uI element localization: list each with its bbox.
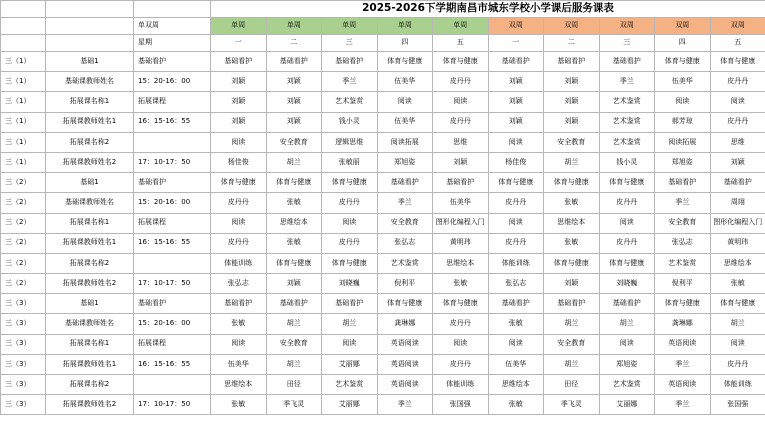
schedule-cell[interactable]: 基础看护 xyxy=(266,294,322,314)
table-row xyxy=(1,132,765,152)
week-header: 双周 xyxy=(599,18,655,35)
schedule-cell[interactable]: 张弘志 xyxy=(488,274,544,294)
schedule-cell[interactable]: 伍美华 xyxy=(377,72,433,92)
time-cell[interactable]: 15：20-16：00 xyxy=(134,193,211,213)
item-cell[interactable]: 拓展课教师姓名2 xyxy=(46,395,134,415)
schedule-cell[interactable]: 思维绘本 xyxy=(544,213,600,233)
item-cell[interactable]: 拓展课名称1 xyxy=(46,213,134,233)
schedule-cell[interactable]: 阅读 xyxy=(710,92,765,112)
schedule-cell[interactable]: 艺术鉴赏 xyxy=(322,375,378,395)
table-row xyxy=(1,92,765,112)
schedule-cell[interactable]: 季兰 xyxy=(655,395,711,415)
class-cell[interactable]: 三（1） xyxy=(1,152,46,172)
schedule-cell[interactable]: 皮丹丹 xyxy=(433,314,489,334)
schedule-cell[interactable]: 胡兰 xyxy=(544,314,600,334)
schedule-cell[interactable]: 思维绘本 xyxy=(433,253,489,273)
day-label: 星期 xyxy=(134,35,211,52)
schedule-cell[interactable]: 艾丽娜 xyxy=(322,395,378,415)
corner-cell[interactable] xyxy=(134,1,211,18)
class-cell[interactable]: 三（2） xyxy=(1,253,46,273)
schedule-cell[interactable]: 思维绘本 xyxy=(710,253,765,273)
schedule-cell[interactable]: 皮丹丹 xyxy=(710,112,765,132)
schedule-cell[interactable]: 艺术鉴赏 xyxy=(655,253,711,273)
class-cell[interactable]: 三（1） xyxy=(1,92,46,112)
schedule-cell[interactable]: 刘颖 xyxy=(211,72,267,92)
week-header: 单周 xyxy=(211,18,267,35)
schedule-cell[interactable]: 英语阅读 xyxy=(655,375,711,395)
schedule-cell[interactable]: 季兰 xyxy=(655,354,711,374)
table-row xyxy=(1,253,765,273)
schedule-cell[interactable]: 倪利平 xyxy=(377,274,433,294)
schedule-cell[interactable]: 体育与健康 xyxy=(599,173,655,193)
schedule-cell[interactable]: 基础看护 xyxy=(544,294,600,314)
table-row xyxy=(1,72,765,92)
class-cell[interactable]: 三（3） xyxy=(1,375,46,395)
schedule-cell[interactable]: 安全教育 xyxy=(266,132,322,152)
schedule-cell[interactable]: 张敏 xyxy=(488,314,544,334)
schedule-cell[interactable]: 刘颖 xyxy=(211,112,267,132)
schedule-cell[interactable]: 季兰 xyxy=(377,193,433,213)
schedule-cell[interactable]: 龚琳娜 xyxy=(377,314,433,334)
table-row xyxy=(1,334,765,354)
schedule-cell[interactable]: 艾丽娜 xyxy=(599,395,655,415)
page-title: 2025-2026下学期南昌市城东学校小学课后服务课表 xyxy=(211,1,765,18)
schedule-cell[interactable]: 刘颖 xyxy=(266,72,322,92)
item-cell[interactable]: 拓展课教师姓名1 xyxy=(46,233,134,253)
corner-cell[interactable] xyxy=(46,1,134,18)
schedule-cell[interactable]: 周翊 xyxy=(710,193,765,213)
schedule-cell[interactable]: 张敏 xyxy=(211,314,267,334)
table-row xyxy=(1,173,765,193)
time-cell[interactable] xyxy=(134,253,211,273)
schedule-cell[interactable]: 阅读 xyxy=(211,132,267,152)
day-header: 二 xyxy=(266,35,322,52)
day-header: 四 xyxy=(655,35,711,52)
class-cell[interactable]: 三（1） xyxy=(1,52,46,72)
schedule-cell[interactable]: 基础看护 xyxy=(488,52,544,72)
schedule-cell[interactable]: 体育与健康 xyxy=(599,253,655,273)
schedule-cell[interactable]: 皮丹丹 xyxy=(433,354,489,374)
schedule-cell[interactable]: 体育与健康 xyxy=(377,294,433,314)
schedule-cell[interactable]: 刘颖 xyxy=(433,152,489,172)
schedule-cell[interactable]: 阅读 xyxy=(710,334,765,354)
schedule-cell[interactable]: 季兰 xyxy=(655,193,711,213)
table-row xyxy=(1,294,765,314)
schedule-cell[interactable]: 安全教育 xyxy=(377,213,433,233)
schedule-cell[interactable]: 阅读 xyxy=(488,334,544,354)
schedule-cell[interactable]: 刘颖 xyxy=(544,92,600,112)
item-cell[interactable]: 基础课教师姓名 xyxy=(46,193,134,213)
schedule-cell[interactable]: 胡兰 xyxy=(266,314,322,334)
schedule-cell[interactable]: 皮丹丹 xyxy=(710,354,765,374)
time-cell[interactable]: 16：15-16：55 xyxy=(134,354,211,374)
schedule-cell[interactable]: 图形化编程入门 xyxy=(710,213,765,233)
week-header: 单周 xyxy=(433,18,489,35)
schedule-cell[interactable]: 季兰 xyxy=(322,72,378,92)
schedule-cell[interactable]: 季飞灵 xyxy=(266,395,322,415)
item-cell[interactable]: 拓展课教师姓名1 xyxy=(46,112,134,132)
schedule-cell[interactable]: 思维绘本 xyxy=(211,375,267,395)
schedule-cell[interactable]: 伍美华 xyxy=(488,354,544,374)
schedule-cell[interactable]: 艺术鉴赏 xyxy=(377,253,433,273)
header-cell[interactable] xyxy=(1,35,46,52)
schedule-cell[interactable]: 体育与健康 xyxy=(655,52,711,72)
schedule-cell[interactable]: 刘颖 xyxy=(544,274,600,294)
schedule-cell[interactable]: 伍美华 xyxy=(433,193,489,213)
time-cell[interactable] xyxy=(134,132,211,152)
item-cell[interactable]: 基础1 xyxy=(46,173,134,193)
schedule-cell[interactable]: 张敏 xyxy=(710,274,765,294)
schedule-cell[interactable]: 基础看护 xyxy=(599,294,655,314)
schedule-cell[interactable]: 胡兰 xyxy=(599,314,655,334)
time-cell[interactable]: 16：15-16：55 xyxy=(134,233,211,253)
schedule-cell[interactable]: 体育与健康 xyxy=(655,294,711,314)
schedule-cell[interactable]: 阅读拓展 xyxy=(377,132,433,152)
item-cell[interactable]: 拓展课名称1 xyxy=(46,92,134,112)
week-header: 单周 xyxy=(322,18,378,35)
schedule-cell[interactable]: 黄明玮 xyxy=(710,233,765,253)
schedule-cell[interactable]: 体能训练 xyxy=(710,375,765,395)
schedule-cell[interactable]: 基础看护 xyxy=(599,52,655,72)
class-cell[interactable]: 三（3） xyxy=(1,334,46,354)
header-cell[interactable] xyxy=(46,35,134,52)
time-cell[interactable]: 15：20-16：00 xyxy=(134,72,211,92)
schedule-cell[interactable]: 体育与健康 xyxy=(488,173,544,193)
item-cell[interactable]: 基础1 xyxy=(46,294,134,314)
day-header: 四 xyxy=(377,35,433,52)
schedule-cell[interactable]: 皮丹丹 xyxy=(488,233,544,253)
schedule-cell[interactable]: 伍美华 xyxy=(377,112,433,132)
schedule-cell[interactable]: 田径 xyxy=(266,375,322,395)
time-cell[interactable]: 17：10-17：50 xyxy=(134,152,211,172)
schedule-cell[interactable]: 季飞灵 xyxy=(544,395,600,415)
schedule-cell[interactable]: 皮丹丹 xyxy=(211,233,267,253)
week-label: 单双周 xyxy=(134,18,211,35)
time-cell[interactable]: 拓展课程 xyxy=(134,334,211,354)
schedule-cell[interactable]: 安全教育 xyxy=(544,334,600,354)
item-cell[interactable]: 基础1 xyxy=(46,52,134,72)
schedule-cell[interactable]: 田径 xyxy=(544,375,600,395)
class-cell[interactable]: 三（2） xyxy=(1,173,46,193)
class-cell[interactable]: 三（3） xyxy=(1,294,46,314)
item-cell[interactable]: 拓展课名称2 xyxy=(46,375,134,395)
schedule-cell[interactable]: 基础看护 xyxy=(211,294,267,314)
schedule-cell[interactable]: 体育与健康 xyxy=(211,173,267,193)
schedule-cell[interactable]: 阅读 xyxy=(488,132,544,152)
schedule-cell[interactable]: 基础看护 xyxy=(377,173,433,193)
schedule-cell[interactable]: 张敏 xyxy=(544,193,600,213)
week-header: 双周 xyxy=(544,18,600,35)
schedule-cell[interactable]: 安全教育 xyxy=(544,132,600,152)
schedule-cell[interactable]: 张弘志 xyxy=(211,274,267,294)
schedule-cell[interactable]: 艺术鉴赏 xyxy=(322,92,378,112)
schedule-cell[interactable]: 阅读 xyxy=(377,92,433,112)
schedule-cell[interactable]: 逻辑思维 xyxy=(322,132,378,152)
time-cell[interactable]: 16：15-16：55 xyxy=(134,112,211,132)
schedule-cell[interactable]: 胡兰 xyxy=(266,354,322,374)
item-cell[interactable]: 拓展课教师姓名2 xyxy=(46,274,134,294)
schedule-cell[interactable]: 皮丹丹 xyxy=(433,72,489,92)
schedule-cell[interactable]: 郝芳琼 xyxy=(655,112,711,132)
class-cell[interactable]: 三（3） xyxy=(1,314,46,334)
table-row xyxy=(1,274,765,294)
schedule-cell[interactable]: 体育与健康 xyxy=(377,52,433,72)
schedule-cell[interactable]: 体育与健康 xyxy=(544,173,600,193)
schedule-cell[interactable]: 杨佳俊 xyxy=(211,152,267,172)
schedule-cell[interactable]: 刘颖 xyxy=(266,112,322,132)
schedule-cell[interactable]: 英语阅读 xyxy=(377,354,433,374)
item-cell[interactable]: 拓展课教师姓名2 xyxy=(46,152,134,172)
schedule-cell[interactable]: 体育与健康 xyxy=(544,253,600,273)
schedule-cell[interactable]: 张敏 xyxy=(433,274,489,294)
schedule-cell[interactable]: 黄明玮 xyxy=(433,233,489,253)
time-cell[interactable]: 拓展课程 xyxy=(134,92,211,112)
schedule-cell[interactable]: 基础看护 xyxy=(544,52,600,72)
schedule-cell[interactable]: 张敏 xyxy=(488,395,544,415)
schedule-cell[interactable]: 阅读 xyxy=(655,92,711,112)
schedule-cell[interactable]: 阅读拓展 xyxy=(655,132,711,152)
schedule-cell[interactable]: 体育与健康 xyxy=(266,253,322,273)
item-cell[interactable]: 基础课教师姓名 xyxy=(46,72,134,92)
schedule-cell[interactable]: 刘颖 xyxy=(488,72,544,92)
table-row xyxy=(1,354,765,374)
schedule-cell[interactable]: 基础看护 xyxy=(266,52,322,72)
class-cell[interactable]: 三（2） xyxy=(1,213,46,233)
day-header: 三 xyxy=(322,35,378,52)
schedule-cell[interactable]: 钱小灵 xyxy=(599,152,655,172)
schedule-cell[interactable]: 伍美华 xyxy=(655,72,711,92)
schedule-cell[interactable]: 思维绘本 xyxy=(266,213,322,233)
schedule-cell[interactable]: 皮丹丹 xyxy=(488,193,544,213)
schedule-cell[interactable]: 伍美华 xyxy=(211,354,267,374)
schedule-cell[interactable]: 艺术鉴赏 xyxy=(599,375,655,395)
schedule-cell[interactable]: 刘颖 xyxy=(211,92,267,112)
schedule-cell[interactable]: 体育与健康 xyxy=(322,253,378,273)
schedule-cell[interactable]: 阅读 xyxy=(211,213,267,233)
schedule-cell[interactable]: 倪利平 xyxy=(655,274,711,294)
schedule-cell[interactable]: 张弘志 xyxy=(377,233,433,253)
schedule-cell[interactable]: 阅读 xyxy=(211,334,267,354)
schedule-cell[interactable]: 体育与健康 xyxy=(322,173,378,193)
table-row xyxy=(1,395,765,415)
schedule-cell[interactable]: 张敏 xyxy=(266,193,322,213)
day-header: 三 xyxy=(599,35,655,52)
schedule-cell[interactable]: 艾丽娜 xyxy=(322,354,378,374)
week-header: 双周 xyxy=(655,18,711,35)
schedule-cell[interactable]: 基础看护 xyxy=(211,52,267,72)
schedule-cell[interactable]: 郑旭姿 xyxy=(655,152,711,172)
schedule-cell[interactable]: 钱小灵 xyxy=(322,112,378,132)
schedule-cell[interactable]: 思维绘本 xyxy=(488,375,544,395)
schedule-cell[interactable]: 英语阅读 xyxy=(377,375,433,395)
schedule-cell[interactable]: 基础看护 xyxy=(488,294,544,314)
day-header: 二 xyxy=(544,35,600,52)
schedule-cell[interactable]: 张国强 xyxy=(433,395,489,415)
class-cell[interactable]: 三（3） xyxy=(1,395,46,415)
schedule-cell[interactable]: 张敏 xyxy=(266,233,322,253)
table-row xyxy=(1,314,765,334)
schedule-cell[interactable]: 皮丹丹 xyxy=(322,193,378,213)
item-cell[interactable]: 拓展课名称2 xyxy=(46,253,134,273)
item-cell[interactable]: 拓展课名称1 xyxy=(46,334,134,354)
class-cell[interactable]: 三（2） xyxy=(1,233,46,253)
schedule-cell[interactable]: 思维 xyxy=(433,132,489,152)
schedule-cell[interactable]: 英语阅读 xyxy=(377,334,433,354)
class-cell[interactable]: 三（3） xyxy=(1,354,46,374)
time-cell[interactable]: 基础看护 xyxy=(134,294,211,314)
schedule-cell[interactable]: 刘颖 xyxy=(544,112,600,132)
schedule-cell[interactable]: 安全教育 xyxy=(655,213,711,233)
schedule-cell[interactable]: 刘颖 xyxy=(544,72,600,92)
time-cell[interactable]: 基础看护 xyxy=(134,52,211,72)
schedule-cell[interactable]: 体育与健康 xyxy=(266,173,322,193)
class-cell[interactable]: 三（2） xyxy=(1,193,46,213)
schedule-cell[interactable]: 体能训练 xyxy=(211,253,267,273)
schedule-cell[interactable]: 皮丹丹 xyxy=(322,233,378,253)
schedule-cell[interactable]: 阅读 xyxy=(599,213,655,233)
schedule-cell[interactable]: 体能训练 xyxy=(433,375,489,395)
corner-cell[interactable] xyxy=(1,1,46,18)
week-header: 单周 xyxy=(377,18,433,35)
schedule-cell[interactable]: 基础看护 xyxy=(710,173,765,193)
schedule-cell[interactable]: 张敏丽 xyxy=(322,152,378,172)
schedule-cell[interactable]: 基础看护 xyxy=(655,173,711,193)
schedule-cell[interactable]: 胡兰 xyxy=(710,314,765,334)
schedule-cell[interactable]: 龚琳娜 xyxy=(655,314,711,334)
item-cell[interactable]: 拓展课名称2 xyxy=(46,132,134,152)
schedule-cell[interactable]: 胡兰 xyxy=(544,354,600,374)
table-row xyxy=(1,52,765,72)
class-cell[interactable]: 三（1） xyxy=(1,112,46,132)
schedule-cell[interactable]: 胡兰 xyxy=(322,314,378,334)
schedule-cell[interactable]: 思维 xyxy=(710,132,765,152)
schedule-cell[interactable]: 胡兰 xyxy=(266,152,322,172)
day-header: 一 xyxy=(488,35,544,52)
time-cell[interactable]: 17：10-17：50 xyxy=(134,274,211,294)
header-cell[interactable] xyxy=(46,18,134,35)
schedule-cell[interactable]: 体育与健康 xyxy=(710,52,765,72)
table-row xyxy=(1,152,765,172)
header-cell[interactable] xyxy=(1,18,46,35)
day-header: 一 xyxy=(211,35,267,52)
time-cell[interactable]: 15：20-16：00 xyxy=(134,314,211,334)
table-row xyxy=(1,375,765,395)
table-row xyxy=(1,233,765,253)
schedule-cell[interactable]: 体育与健康 xyxy=(433,52,489,72)
schedule-cell[interactable]: 刘颖 xyxy=(266,92,322,112)
schedule-cell[interactable]: 英语阅读 xyxy=(655,334,711,354)
class-cell[interactable]: 三（1） xyxy=(1,72,46,92)
schedule-cell[interactable]: 基础看护 xyxy=(433,173,489,193)
schedule-cell[interactable]: 基础看护 xyxy=(322,52,378,72)
schedule-cell[interactable]: 季兰 xyxy=(377,395,433,415)
schedule-cell[interactable]: 刘颖 xyxy=(710,152,765,172)
schedule-cell[interactable]: 刘晓巍 xyxy=(599,274,655,294)
schedule-cell[interactable]: 胡兰 xyxy=(544,152,600,172)
item-cell[interactable]: 基础课教师姓名 xyxy=(46,314,134,334)
schedule-cell[interactable]: 体能训练 xyxy=(488,253,544,273)
schedule-cell[interactable]: 阅读 xyxy=(488,213,544,233)
schedule-cell[interactable]: 郑旭姿 xyxy=(377,152,433,172)
schedule-cell[interactable]: 季兰 xyxy=(599,72,655,92)
table-row xyxy=(1,213,765,233)
schedule-cell[interactable]: 刘颖 xyxy=(488,92,544,112)
time-cell[interactable]: 基础看护 xyxy=(134,173,211,193)
schedule-cell[interactable]: 张国强 xyxy=(710,395,765,415)
class-cell[interactable]: 三（1） xyxy=(1,132,46,152)
schedule-cell[interactable]: 图形化编程入门 xyxy=(433,213,489,233)
schedule-cell[interactable]: 阅读 xyxy=(599,334,655,354)
schedule-cell[interactable]: 皮丹丹 xyxy=(433,112,489,132)
time-cell[interactable]: 17：10-17：50 xyxy=(134,395,211,415)
schedule-cell[interactable]: 皮丹丹 xyxy=(599,233,655,253)
schedule-cell[interactable]: 杨佳俊 xyxy=(488,152,544,172)
schedule-cell[interactable]: 艺术鉴赏 xyxy=(599,132,655,152)
schedule-cell[interactable]: 张敏 xyxy=(544,233,600,253)
schedule-cell[interactable]: 郑旭姿 xyxy=(599,354,655,374)
item-cell[interactable]: 拓展课教师姓名1 xyxy=(46,354,134,374)
schedule-cell[interactable]: 阅读 xyxy=(433,334,489,354)
schedule-cell[interactable]: 体育与健康 xyxy=(433,294,489,314)
day-header: 五 xyxy=(433,35,489,52)
schedule-cell[interactable]: 艺术鉴赏 xyxy=(599,92,655,112)
schedule-cell[interactable]: 皮丹丹 xyxy=(599,193,655,213)
day-header: 五 xyxy=(710,35,765,52)
week-header: 双周 xyxy=(710,18,765,35)
schedule-cell[interactable]: 阅读 xyxy=(322,334,378,354)
schedule-cell[interactable]: 体育与健康 xyxy=(710,294,765,314)
table-row xyxy=(1,193,765,213)
time-cell[interactable] xyxy=(134,375,211,395)
schedule-cell[interactable]: 张弘志 xyxy=(655,233,711,253)
schedule-cell[interactable]: 刘颖 xyxy=(488,112,544,132)
class-cell[interactable]: 三（2） xyxy=(1,274,46,294)
week-header: 双周 xyxy=(488,18,544,35)
schedule-cell[interactable]: 安全教育 xyxy=(266,334,322,354)
table-row xyxy=(1,112,765,132)
schedule-cell[interactable]: 张敏 xyxy=(211,395,267,415)
schedule-cell[interactable]: 皮丹丹 xyxy=(211,193,267,213)
schedule-cell[interactable]: 基础看护 xyxy=(322,294,378,314)
schedule-cell[interactable]: 刘晓巍 xyxy=(322,274,378,294)
week-header: 单周 xyxy=(266,18,322,35)
schedule-cell[interactable]: 艺术鉴赏 xyxy=(599,112,655,132)
time-cell[interactable]: 拓展课程 xyxy=(134,213,211,233)
schedule-cell[interactable]: 皮丹丹 xyxy=(710,72,765,92)
schedule-cell[interactable]: 阅读 xyxy=(322,213,378,233)
schedule-cell[interactable]: 刘颖 xyxy=(266,274,322,294)
schedule-cell[interactable]: 阅读 xyxy=(433,92,489,112)
